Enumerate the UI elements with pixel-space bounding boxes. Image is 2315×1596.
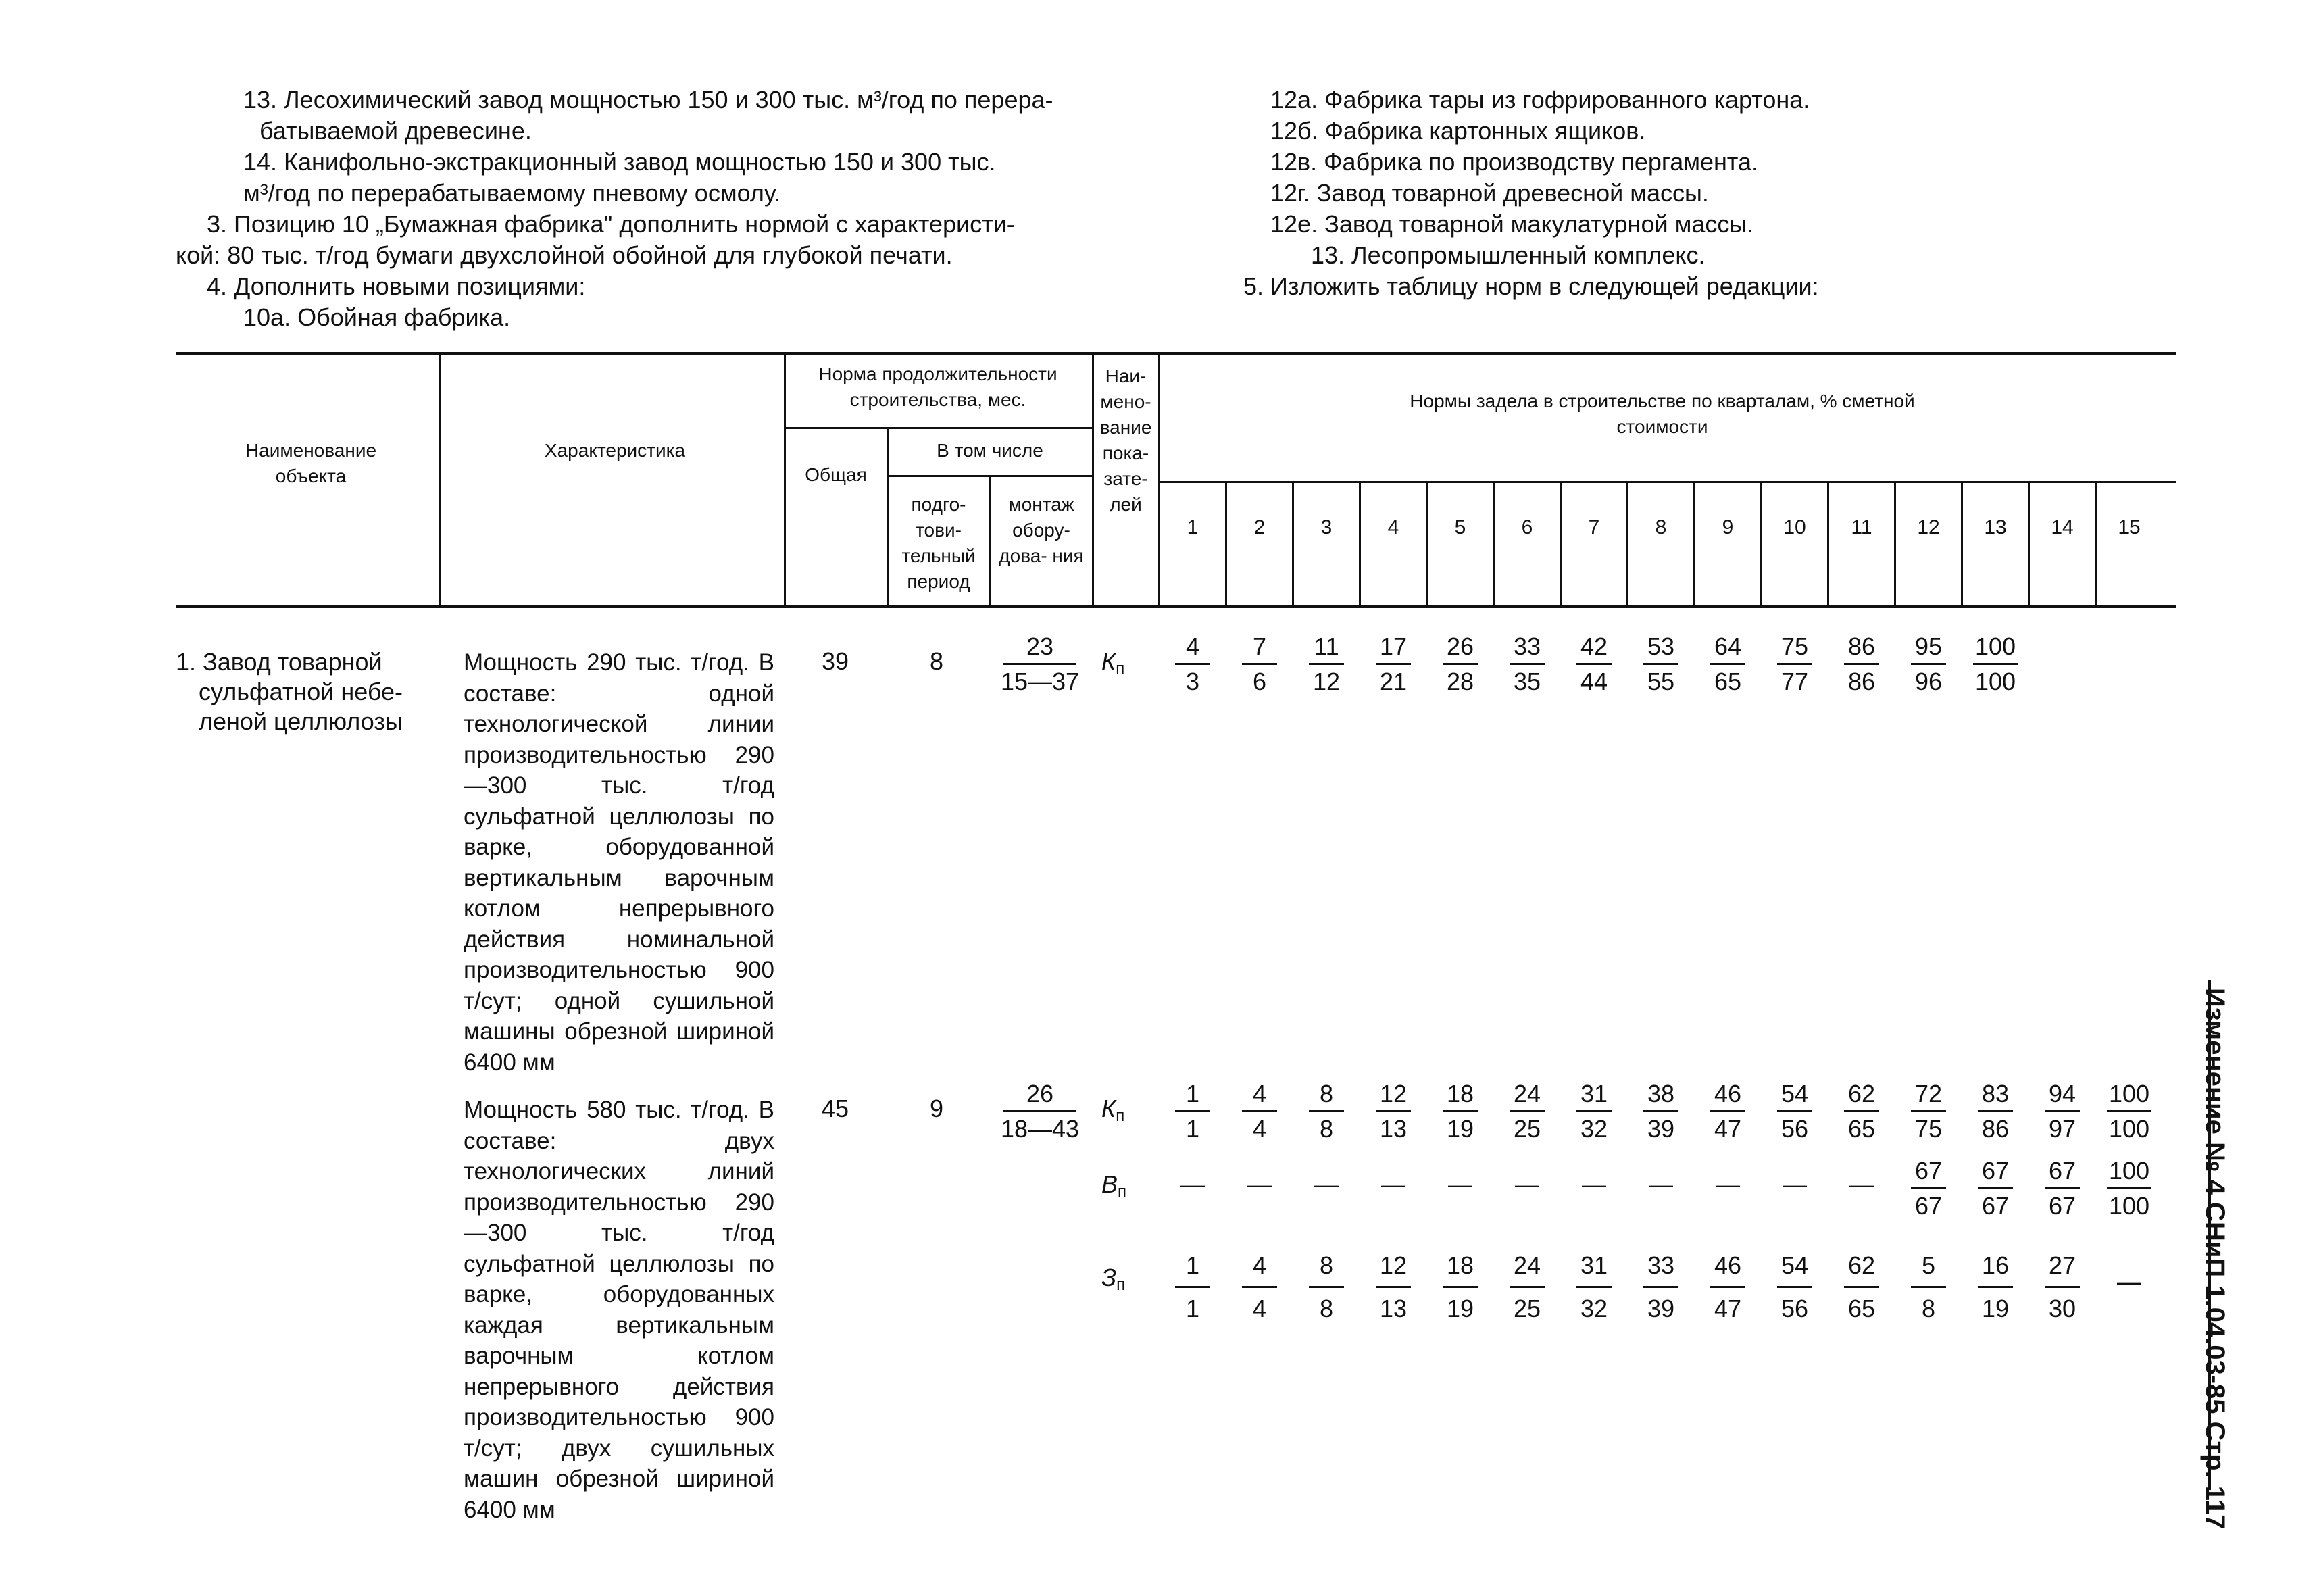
column-rule [1693, 481, 1695, 607]
denominator: 65 [1847, 1295, 1876, 1322]
header-rule [1158, 481, 2176, 483]
numerator: 67 [2048, 1157, 2076, 1184]
numerator: 8 [1319, 1080, 1334, 1107]
header-prep-period: подго- тови- тельный период [901, 494, 976, 592]
empty-value-dash: — [1247, 1170, 1272, 1198]
empty-value-dash: — [1716, 1170, 1740, 1198]
denominator: 56 [1781, 1115, 1809, 1143]
fraction-bar [1911, 1286, 1946, 1288]
text-line: 10а. Обойная фабрика. [243, 303, 511, 331]
zp-quarter-value [1227, 1247, 1292, 1327]
fraction-bar [1978, 1110, 2013, 1112]
empty-value-dash: — [1515, 1170, 1539, 1198]
fraction-bar [1309, 1286, 1344, 1288]
column-rule [1626, 481, 1628, 607]
fraction-bar [1777, 1286, 1812, 1288]
fraction-bar [1643, 1110, 1678, 1112]
fraction-bar [1510, 1110, 1545, 1112]
kp-quarter-value [1896, 632, 1961, 696]
zp-quarter-value [1428, 1247, 1493, 1327]
numerator: 12 [1379, 1080, 1408, 1107]
kp-quarter-value [1628, 1080, 1693, 1143]
fraction-bar [1309, 663, 1344, 665]
quarter-number: 10 [1783, 516, 1806, 539]
denominator: 8 [1921, 1295, 1936, 1322]
header-equipment-install: монтаж обору- дова- ния [999, 494, 1084, 566]
numerator: 100 [2108, 1157, 2150, 1184]
text-line: 13. Лесохимический завод мощностью 150 и 300 тыс. м³/год по перера- [243, 86, 1053, 114]
prep-duration: 9 [929, 1095, 944, 1122]
denominator: 100 [2108, 1115, 2150, 1143]
text-line: 12а. Фабрика тары из гофрированного картона. [1270, 86, 1810, 114]
empty-value-dash: — [1180, 1170, 1205, 1198]
fraction-bar [1643, 663, 1678, 665]
denominator: 47 [1714, 1295, 1742, 1322]
empty-value-dash: — [1381, 1170, 1405, 1198]
denominator: 35 [1513, 668, 1541, 695]
column-rule [1426, 481, 1428, 607]
indicator-kp: $К_п$ [1101, 647, 1125, 678]
denominator: 30 [2048, 1295, 2076, 1322]
fraction-bar [1376, 663, 1411, 665]
column-rule [1092, 352, 1094, 607]
text-line: батываемой древесине. [259, 117, 532, 145]
denominator: 55 [1647, 668, 1675, 695]
denominator: 44 [1580, 668, 1608, 695]
total-duration: 45 [821, 1095, 849, 1122]
fraction-bar [1844, 1286, 1879, 1288]
header-quarter-norms: Нормы задела в строительстве по кварталам, % сметной стоимости [1410, 391, 1915, 437]
zp-quarter-value [1762, 1247, 1827, 1327]
column-rule [1225, 481, 1227, 607]
characteristic-580: Мощность 580 тыс. т/год. В составе: двух технологических линий производительностью 290—300 тыс. т/год сульфатной целлюлозы по варке, оборудованных каждая вертикальным варочным котлом непрерывного действия производительностью 900 т/сут; двух сушильных машин обрезной шириной 6400 мм [464, 1097, 774, 1523]
column-rule [1961, 481, 1963, 607]
fraction-bar [1443, 1286, 1478, 1288]
fraction-bar [1777, 1110, 1812, 1112]
numerator: 18 [1446, 1080, 1474, 1107]
install-duration: 26 18—43 [1000, 1080, 1080, 1143]
fraction-bar [1978, 1286, 2013, 1288]
numerator: 67 [1914, 1157, 1943, 1184]
fraction-bar [1443, 663, 1478, 665]
kp-quarter-value [1762, 632, 1827, 696]
quarter-number: 8 [1655, 516, 1667, 539]
denominator: 8 [1319, 1115, 1334, 1143]
zp-quarter-value [1495, 1247, 1560, 1327]
denominator: 100 [1974, 668, 2016, 695]
numerator: 75 [1781, 632, 1809, 660]
denominator: 4 [1252, 1115, 1267, 1143]
quarter-number: 6 [1521, 516, 1533, 539]
quarter-number: 14 [2051, 516, 2074, 539]
text-line: 14. Канифольно-экстракционный завод мощностью 150 и 300 тыс. [243, 148, 996, 176]
column-rule [2095, 481, 2097, 607]
fraction-bar [1242, 1286, 1277, 1288]
text-line: 13. Лесопромышленный комплекс. [1311, 241, 1706, 269]
kp-quarter-value [1495, 1080, 1560, 1143]
fraction-bar [1376, 1286, 1411, 1288]
kp-quarter-value [1562, 1080, 1626, 1143]
vp-quarter-value [1963, 1157, 2028, 1220]
numerator: 54 [1781, 1251, 1809, 1279]
text-line: 3. Позицию 10 „Бумажная фабрика" дополнить нормой с характеристи- [207, 210, 1015, 238]
kp-quarter-value [1695, 632, 1760, 696]
numerator: 64 [1714, 632, 1742, 660]
text-line: м³/год по перерабатываемому пневому осмолу. [243, 179, 781, 207]
fraction-bar [2107, 1187, 2151, 1189]
numerator: 1 [1185, 1080, 1200, 1107]
numerator: 7 [1252, 632, 1267, 660]
fraction-bar [1978, 1187, 2013, 1189]
total-duration: 39 [821, 647, 849, 675]
indicator-kp: $К_п$ [1101, 1095, 1125, 1125]
text-line: 12г. Завод товарной древесной массы. [1270, 179, 1709, 207]
kp-quarter-value [1361, 632, 1426, 696]
fraction-bar [1242, 1110, 1277, 1112]
fraction-bar [1710, 1286, 1745, 1288]
numerator: 62 [1847, 1251, 1876, 1279]
fraction-bar [2045, 1286, 2080, 1288]
kp-quarter-value [1562, 632, 1626, 696]
quarter-number: 5 [1454, 516, 1466, 539]
column-rule [2028, 481, 2030, 607]
empty-value-dash: — [2117, 1268, 2141, 1295]
kp-quarter-value [1896, 1080, 1961, 1143]
kp-quarter-value [1628, 632, 1693, 696]
numerator: 17 [1379, 632, 1408, 660]
fraction-bar [1309, 1110, 1344, 1112]
numerator: 4 [1252, 1251, 1267, 1279]
denominator: 65 [1714, 668, 1742, 695]
page-side-title: Изменение № 4 СНиП 1.04.03-85 Стр. 117 [2200, 988, 2230, 1530]
numerator: 38 [1647, 1080, 1675, 1107]
text-line: 4. Дополнить новыми позициями: [207, 272, 586, 300]
denominator: 13 [1379, 1295, 1408, 1322]
kp-quarter-value [1361, 1080, 1426, 1143]
header-characteristic: Характеристика [544, 440, 686, 461]
fraction-bar [1844, 1110, 1879, 1112]
denominator: 67 [1981, 1192, 2010, 1220]
kp-quarter-value [1160, 1080, 1225, 1143]
fraction-bar [1643, 1286, 1678, 1288]
numerator: 27 [2048, 1251, 2076, 1279]
empty-value-dash: — [1448, 1170, 1472, 1198]
column-rule [1894, 481, 1896, 607]
denominator: 13 [1379, 1115, 1408, 1143]
empty-value-dash: — [1783, 1170, 1807, 1198]
quarter-number: 1 [1187, 516, 1199, 539]
quarter-number: 3 [1320, 516, 1333, 539]
fraction-bar [1911, 663, 1946, 665]
empty-value-dash: — [1582, 1170, 1606, 1198]
denominator: 12 [1312, 668, 1341, 695]
quarter-number: 2 [1253, 516, 1266, 539]
fraction-bar [1973, 663, 2018, 665]
denominator: 67 [2048, 1192, 2076, 1220]
numerator: 86 [1847, 632, 1876, 660]
prep-duration: 8 [929, 647, 944, 675]
numerator: 16 [1981, 1251, 2010, 1279]
fraction-bar [1911, 1110, 1946, 1112]
column-rule [989, 475, 991, 607]
quarter-number: 15 [2118, 516, 2141, 539]
fraction-bar [1576, 663, 1612, 665]
text-line: 12в. Фабрика по производству пергамента. [1270, 148, 1758, 176]
kp-quarter-value [2030, 1080, 2095, 1143]
quarter-number: 9 [1722, 516, 1734, 539]
fraction-bar [1443, 1110, 1478, 1112]
kp-quarter-value [1428, 632, 1493, 696]
denominator: 47 [1714, 1115, 1742, 1143]
indicator-zp: $З_п$ [1101, 1264, 1126, 1294]
fraction-bar [1376, 1110, 1411, 1112]
denominator: 97 [2048, 1115, 2076, 1143]
fraction-bar [1576, 1286, 1612, 1288]
column-rule [1292, 481, 1294, 607]
numerator: 100 [1974, 632, 2016, 660]
text-line: 5. Изложить таблицу норм в следующей редакции: [1243, 272, 1819, 300]
denominator: 28 [1446, 668, 1474, 695]
kp-quarter-value [1762, 1080, 1827, 1143]
denominator: 39 [1647, 1115, 1675, 1143]
text-line: кой: 80 тыс. т/год бумаги двухслойной обойной для глубокой печати. [176, 241, 953, 269]
kp-quarter-value [1963, 632, 2028, 696]
header-duration-norm: Норма продолжительности строительства, мес. [818, 364, 1057, 410]
numerator: 42 [1580, 632, 1608, 660]
kp-quarter-value [1227, 632, 1292, 696]
denominator: 86 [1981, 1115, 2010, 1143]
header-total: Общая [805, 464, 867, 485]
column-rule [1493, 481, 1495, 607]
zp-quarter-value [1896, 1247, 1961, 1327]
denominator: 56 [1781, 1295, 1809, 1322]
fraction-bar [2107, 1110, 2151, 1112]
numerator: 5 [1921, 1251, 1936, 1279]
empty-value-dash: — [1314, 1170, 1339, 1198]
kp-quarter-value [1428, 1080, 1493, 1143]
zp-quarter-value [1695, 1247, 1760, 1327]
denominator: 86 [1847, 668, 1876, 695]
indicator-vp: $В_п$ [1101, 1170, 1127, 1201]
fraction-bar [1576, 1110, 1612, 1112]
numerator: 18 [1446, 1251, 1474, 1279]
numerator: 95 [1914, 632, 1943, 660]
header-indicator-name: Наи- мено- вание пока- зате- лей [1099, 366, 1152, 515]
column-rule [1158, 352, 1160, 607]
table-top-rule [176, 352, 2176, 355]
empty-value-dash: — [1649, 1170, 1673, 1198]
denominator: 19 [1446, 1295, 1474, 1322]
fraction-bar [1911, 1187, 1946, 1189]
numerator: 4 [1252, 1080, 1267, 1107]
characteristic-290: Мощность 290 тыс. т/год. В составе: одной технологической линии производительностью 290—300 тыс. т/год сульфатной целлюлозы по варке, оборудованной вертикальным варочным котлом непрерывного действия номинальной производительностью 900 т/сут; одной сушильной машины обрезной шириной 6400 мм [464, 649, 774, 1076]
kp-quarter-value [1695, 1080, 1760, 1143]
numerator: 4 [1185, 632, 1200, 660]
kp-quarter-value [2097, 1080, 2162, 1143]
kp-quarter-value [1963, 1080, 2028, 1143]
text-line: 12е. Завод товарной макулатурной массы. [1270, 210, 1754, 238]
zp-quarter-value [1829, 1247, 1894, 1327]
numerator: 1 [1185, 1251, 1200, 1279]
numerator: 33 [1647, 1251, 1675, 1279]
kp-quarter-value [1294, 632, 1359, 696]
numerator: 54 [1781, 1080, 1809, 1107]
header-rule [784, 427, 1092, 429]
quarter-number: 13 [1984, 516, 2007, 539]
numerator: 67 [1981, 1157, 2010, 1184]
fraction-bar [1710, 663, 1745, 665]
numerator: 72 [1914, 1080, 1943, 1107]
empty-value-dash: — [1849, 1170, 1874, 1198]
denominator: 32 [1580, 1115, 1608, 1143]
denominator: 1 [1185, 1295, 1200, 1322]
fraction-bar [1242, 663, 1277, 665]
denominator: 8 [1319, 1295, 1334, 1322]
denominator: 65 [1847, 1115, 1876, 1143]
kp-quarter-value [1227, 1080, 1292, 1143]
denominator: 39 [1647, 1295, 1675, 1322]
kp-quarter-value [1294, 1080, 1359, 1143]
kp-quarter-value [1160, 632, 1225, 696]
vp-quarter-value [1896, 1157, 1961, 1220]
fraction-bar [1777, 663, 1812, 665]
numerator: 94 [2048, 1080, 2076, 1107]
kp-quarter-value [1495, 632, 1560, 696]
denominator: 21 [1379, 668, 1408, 695]
denominator: 25 [1513, 1115, 1541, 1143]
numerator: 24 [1513, 1251, 1541, 1279]
fraction-bar [2045, 1110, 2080, 1112]
column-rule [1827, 481, 1829, 607]
fraction-bar [2045, 1187, 2080, 1189]
denominator: 19 [1446, 1115, 1474, 1143]
column-rule [1560, 481, 1562, 607]
fraction-bar [1175, 1110, 1210, 1112]
denominator: 1 [1185, 1115, 1200, 1143]
numerator: 24 [1513, 1080, 1541, 1107]
numerator: 53 [1647, 632, 1675, 660]
denominator: 4 [1252, 1295, 1267, 1322]
denominator: 19 [1981, 1295, 2010, 1322]
zp-quarter-value [1628, 1247, 1693, 1327]
column-rule [1359, 481, 1361, 607]
denominator: 96 [1914, 668, 1943, 695]
numerator: 46 [1714, 1251, 1742, 1279]
denominator: 6 [1252, 668, 1267, 695]
fraction-bar [1510, 663, 1545, 665]
fraction-bar [1844, 663, 1879, 665]
zp-quarter-value [1963, 1247, 2028, 1327]
denominator: 25 [1513, 1295, 1541, 1322]
quarter-number: 12 [1917, 516, 1940, 539]
table-header-bottom-rule [176, 605, 2176, 608]
zp-quarter-value [1160, 1247, 1225, 1327]
object-name: 1. Завод товарной сульфатной небе- леной целлюлозы [176, 648, 403, 735]
quarter-number: 7 [1588, 516, 1600, 539]
vp-quarter-value [2030, 1157, 2095, 1220]
text-line: 12б. Фабрика картонных ящиков. [1270, 117, 1646, 145]
kp-quarter-value [1829, 632, 1894, 696]
fraction-bar [1710, 1110, 1745, 1112]
quarter-number: 4 [1387, 516, 1399, 539]
denominator: 3 [1185, 668, 1200, 695]
numerator: 100 [2108, 1080, 2150, 1107]
zp-quarter-value [1361, 1247, 1426, 1327]
column-rule [439, 352, 441, 607]
numerator: 62 [1847, 1080, 1876, 1107]
denominator: 67 [1914, 1192, 1943, 1220]
numerator: 11 [1314, 632, 1339, 660]
install-duration: 23 15—37 [1000, 632, 1080, 695]
numerator: 26 [1446, 632, 1474, 660]
quarter-number: 11 [1851, 516, 1872, 539]
kp-quarter-value [1829, 1080, 1894, 1143]
fraction-bar [1175, 1286, 1210, 1288]
numerator: 83 [1981, 1080, 2010, 1107]
column-rule [1760, 481, 1762, 607]
denominator: 75 [1914, 1115, 1943, 1143]
numerator: 12 [1379, 1251, 1408, 1279]
denominator: 77 [1781, 668, 1809, 695]
fraction-bar [1510, 1286, 1545, 1288]
numerator: 31 [1580, 1080, 1608, 1107]
denominator: 100 [2108, 1192, 2150, 1220]
numerator: 31 [1580, 1251, 1608, 1279]
header-including: В том числе [937, 440, 1043, 461]
zp-quarter-value [1562, 1247, 1626, 1327]
numerator: 33 [1513, 632, 1541, 660]
fraction-bar [1175, 663, 1210, 665]
zp-quarter-value [2030, 1247, 2095, 1327]
denominator: 32 [1580, 1295, 1608, 1322]
numerator: 46 [1714, 1080, 1742, 1107]
header-object-name: Наименование объекта [245, 440, 377, 487]
vp-quarter-value [2097, 1157, 2162, 1220]
numerator: 8 [1319, 1251, 1334, 1279]
zp-quarter-value [1294, 1247, 1359, 1327]
